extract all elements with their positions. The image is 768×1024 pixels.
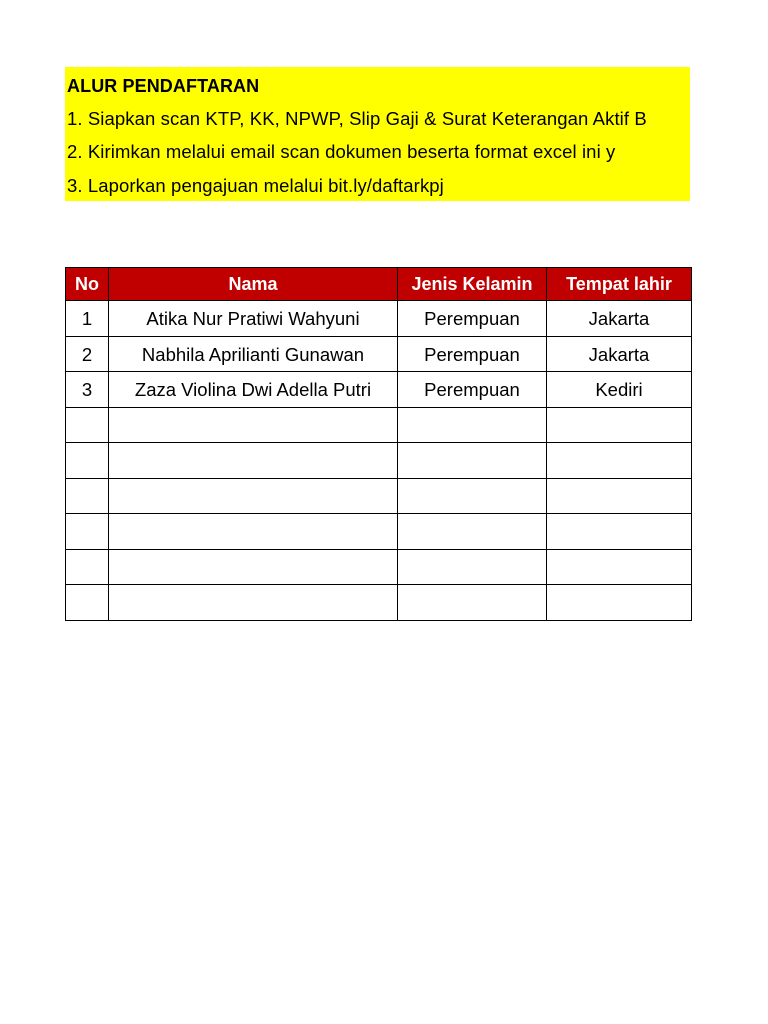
cell-jenis-kelamin[interactable] [398,407,547,443]
cell-no[interactable] [66,549,109,585]
cell-jenis-kelamin[interactable] [398,585,547,621]
cell-nama[interactable]: Atika Nur Pratiwi Wahyuni [109,301,398,337]
cell-tempat-lahir[interactable] [547,443,692,479]
cell-tempat-lahir[interactable]: Jakarta [547,336,692,372]
table-header-row [66,268,692,301]
cell-tempat-lahir[interactable] [547,478,692,514]
cell-jenis-kelamin[interactable] [398,549,547,585]
cell-no[interactable] [66,585,109,621]
cell-tempat-lahir[interactable]: Jakarta [547,301,692,337]
registration-instructions [65,67,690,201]
table-row [66,336,692,372]
cell-nama[interactable]: Nabhila Aprilianti Gunawan [109,336,398,372]
cell-nama[interactable] [109,514,398,550]
cell-tempat-lahir[interactable] [547,407,692,443]
instructions-title: ALUR PENDAFTARAN [67,76,260,96]
cell-tempat-lahir[interactable] [547,514,692,550]
header-jenis-kelamin: Jenis Kelamin [398,268,547,301]
cell-jenis-kelamin[interactable]: Perempuan [398,372,547,408]
cell-tempat-lahir[interactable]: Kediri [547,372,692,408]
cell-no[interactable] [66,514,109,550]
cell-no[interactable] [66,407,109,443]
cell-tempat-lahir[interactable] [547,549,692,585]
cell-no[interactable] [66,443,109,479]
cell-no[interactable]: 3 [66,372,109,408]
cell-nama[interactable] [109,549,398,585]
cell-jenis-kelamin[interactable] [398,478,547,514]
instruction-step-1: 1. Siapkan scan KTP, KK, NPWP, Slip Gaji & Surat Keterangan Aktif B [67,107,647,129]
header-nama: Nama [109,268,398,301]
cell-nama[interactable] [109,478,398,514]
cell-no[interactable] [66,478,109,514]
table-row [66,443,692,479]
instruction-step-2: 2. Kirimkan melalui email scan dokumen beserta format excel ini y [67,141,616,162]
table-row [66,407,692,443]
header-tempat-lahir: Tempat lahir [547,268,692,301]
table-row [66,549,692,585]
table-row [66,514,692,550]
cell-nama[interactable] [109,443,398,479]
cell-jenis-kelamin[interactable] [398,443,547,479]
cell-jenis-kelamin[interactable] [398,514,547,550]
table-row [66,478,692,514]
cell-no[interactable]: 1 [66,301,109,337]
cell-tempat-lahir[interactable] [547,585,692,621]
cell-jenis-kelamin[interactable]: Perempuan [398,301,547,337]
cell-nama[interactable] [109,407,398,443]
table-row [66,585,692,621]
cell-jenis-kelamin[interactable]: Perempuan [398,336,547,372]
cell-nama[interactable]: Zaza Violina Dwi Adella Putri [109,372,398,408]
header-no: No [66,268,109,301]
cell-nama[interactable] [109,585,398,621]
registration-table [65,267,692,621]
cell-no[interactable]: 2 [66,336,109,372]
table-row [66,372,692,408]
instruction-step-3: 3. Laporkan pengajuan melalui bit.ly/daftarkpj [67,174,444,196]
table-row [66,301,692,337]
